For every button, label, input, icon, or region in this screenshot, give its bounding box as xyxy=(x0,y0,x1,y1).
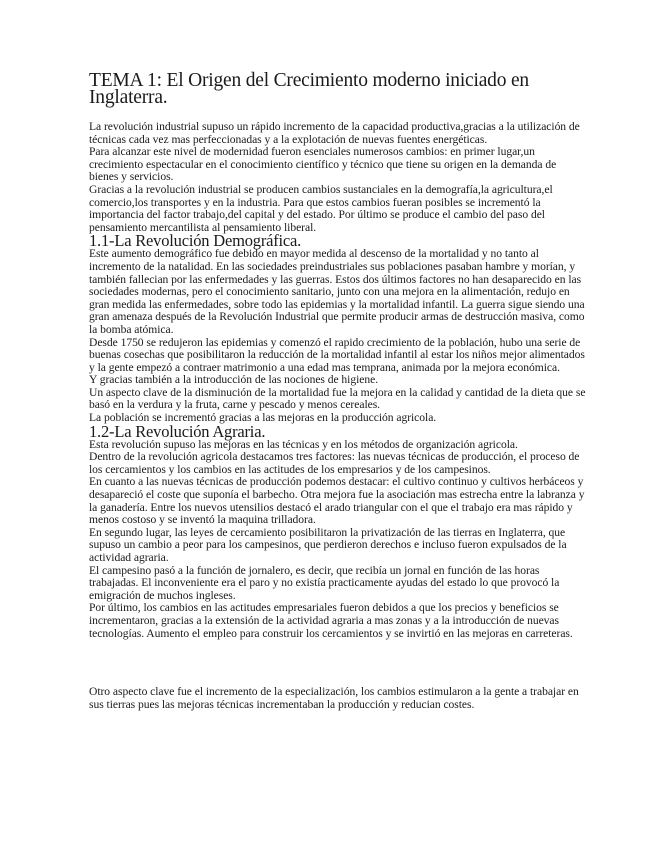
document-title: TEMA 1: El Origen del Crecimiento moderno iniciado en Inglaterra. xyxy=(89,70,529,108)
blank-space xyxy=(89,640,587,686)
section2-paragraph: En segundo lugar, las leyes de cercamiento posibilitaron la privatización de las tierras en Inglaterra, que supuso un cambio a peor para los campesinos, que perdieron derechos e incluso fueron expulsados de la actividad agraria. xyxy=(89,525,567,564)
closing-paragraph: Otro aspecto clave fue el incremento de la especialización, los cambios estimularon a la gente a trabajar en sus tierras pues las mejoras técnicas incrementaban la producción y reducian costes. xyxy=(89,685,579,711)
section-heading-demografica: 1.1-La Revolución Demográfica. xyxy=(89,231,302,251)
section1-paragraph: Y gracias también a la introducción de las nociones de higiene. xyxy=(89,373,379,387)
intro-paragraph: La revolución industrial supuso un rápido incremento de la capacidad productiva,gracias a la utilización de técnicas cada vez mas perfeccionadas y a la explotación de nuevas fuentes energéticas. xyxy=(89,120,580,146)
section2-paragraph: En cuanto a las nuevas técnicas de producción podemos destacar: el cultivo continuo y cultivos herbáceos y desapareció el coste que suponía el barbecho. Otra mejora fue la asociación mas estrecha entre la labranza y la ganadería. Entre los nuevos utensilios destacó el arado triangular con el que el trabajo era mas rápido y menos costoso y se inventó la maquina trilladora. xyxy=(89,475,585,527)
section1-paragraph: Un aspecto clave de la disminución de la mortalidad fue la mejora en la calidad y cantidad de la dieta que se basó en la verdura y la fruta, carne y pescado y menos cereales. xyxy=(89,385,586,412)
intro-paragraph: Para alcanzar este nivel de modernidad fueron esenciales numerosos cambios: en primer lugar,un crecimiento espectacular en el conocimiento científico y técnico que tiene su origen en la demanda de bienes y servicios. xyxy=(89,145,557,184)
section-heading-agraria: 1.2-La Revolución Agraria. xyxy=(89,421,266,441)
section2-paragraph: Esta revolución supuso las mejoras en las técnicas y en los métodos de organización agricola. xyxy=(89,437,518,451)
section1-paragraph: La población se incrementó gracias a las mejoras en la producción agricola. xyxy=(89,411,437,425)
section2-paragraph: El campesino pasó a la función de jornalero, es decir, que recibía un jornal en función de las horas trabajadas. El inconveniente era el paro y no existía practicamente ayudas del estado lo que provocó la emigración de muchos ingleses. xyxy=(89,563,560,602)
section1-paragraph: Desde 1750 se redujeron las epidemias y comenzó el rapido crecimiento de la población, hubo una serie de buenas cosechas que posibilitaron la reducción de la mortalidad infantil al estar los niños mejor alimentados y la gente empezó a contraer matrimonio a una edad mas temprana, animada por la mejora económica. xyxy=(89,335,585,374)
intro-paragraph: Gracias a la revolución industrial se producen cambios sustanciales en la demografía,la agricultura,el comercio,los transportes y en la industria. Para que estos cambios fueran posibles se incrementó la importancia del factor trabajo,del capital y del estado. Por último se produce el cambio del paso del pensamiento mercantilista al pensamiento liberal. xyxy=(89,182,553,234)
section2-paragraph: Por último, los cambios en las actitudes empresariales fueron debidos a que los precios y beneficios se incrementaron, gracias a la extensión de la actividad agraria a mas zonas y a la introducción de nuevas tecnologías. Aumento el empleo para construir los cercamientos y se invirtió en las mejoras en carreteras. xyxy=(89,601,573,640)
document-page xyxy=(89,72,587,711)
section2-paragraph: Dentro de la revolución agricola destacamos tres factores: las nuevas técnicas de producción, el proceso de los cercamientos y los cambios en las actitudes de los empresarios y de los campesinos. xyxy=(89,450,580,476)
section1-paragraph: Este aumento demográfico fue debido en mayor medida al descenso de la mortalidad y no tanto al incremento de la natalidad. En las sociedades preindustriales sus poblaciones pasaban hambre y morían, y también fallecian por las enfermedades y las guerras. Estos dos últimos factores no han desaparecido en las sociedades modernas, pero el conocimiento sanitario, junto con una mejora en la alimentación, redujo en gran medida las enfermedades, sobre todo las epidemias y la mortalidad infantil. La guerra sigue siendo una gran amenaza después de la Revolución Industrial que permite producir armas de destrucción masiva, como la bomba atómica. xyxy=(89,247,585,336)
